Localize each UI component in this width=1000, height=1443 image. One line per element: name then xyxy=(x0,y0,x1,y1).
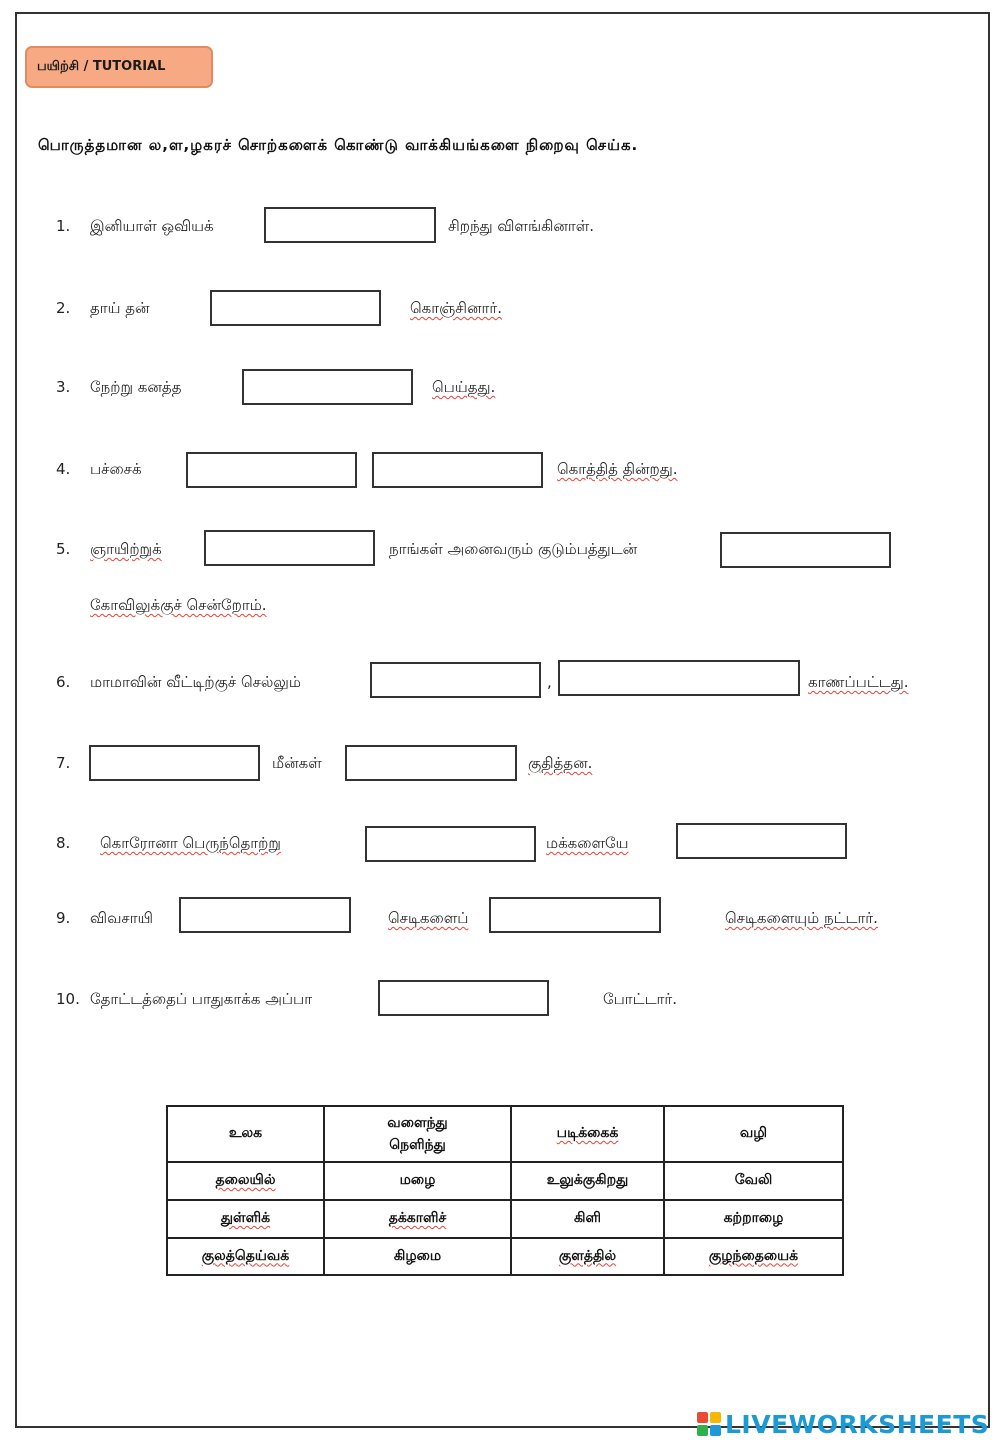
table-cell: குளத்தில் xyxy=(511,1238,664,1275)
table-row xyxy=(167,1200,843,1238)
logo-square xyxy=(697,1412,708,1423)
question-number: 6. xyxy=(56,673,71,691)
question-text: பச்சைக் xyxy=(90,460,142,478)
logo-square xyxy=(710,1412,721,1423)
instruction-text: பொருத்தமான ல,ள,ழகரச் சொற்களைக் கொண்டு வாக்கியங்களை நிறைவு செய்க. xyxy=(38,136,639,154)
question-number: 4. xyxy=(56,460,71,478)
table-cell: குலத்தெய்வக் xyxy=(167,1238,324,1275)
question-number: 8. xyxy=(56,834,71,852)
logo-square xyxy=(697,1425,708,1436)
word-bank-table xyxy=(166,1105,844,1276)
table-cell: உலுக்குகிறது xyxy=(511,1162,664,1200)
answer-box-5a[interactable] xyxy=(204,530,375,566)
question-text: கொரோனா பெருந்தொற்று xyxy=(100,834,281,852)
table-row xyxy=(167,1162,843,1200)
question-text: இனியாள் ஒவியக் xyxy=(90,217,214,235)
answer-box-4b[interactable] xyxy=(372,452,543,488)
tutorial-badge: பயிற்சி / TUTORIAL xyxy=(25,46,213,88)
logo-text: LIVEWORKSHEETS xyxy=(725,1409,990,1439)
answer-box-6a[interactable] xyxy=(370,662,541,698)
answer-box-8b[interactable] xyxy=(676,823,847,859)
table-cell: வளைந்து நெளிந்து xyxy=(324,1106,511,1162)
question-text: போட்டார். xyxy=(603,990,677,1008)
answer-box-6b[interactable] xyxy=(558,660,800,696)
question-number: 7. xyxy=(56,754,71,772)
table-cell: படிக்கைக் xyxy=(511,1106,664,1162)
question-text: மீன்கள் xyxy=(272,754,322,772)
logo-icon xyxy=(697,1412,721,1436)
table-row xyxy=(167,1106,843,1162)
table-cell: கிளி xyxy=(511,1200,664,1238)
table-cell: உலக xyxy=(167,1106,324,1162)
table-cell: குழந்தையைக் xyxy=(664,1238,843,1275)
question-text: நாங்கள் அனைவரும் குடும்பத்துடன் xyxy=(389,540,638,558)
answer-box-5b[interactable] xyxy=(720,532,891,568)
answer-box-2[interactable] xyxy=(210,290,381,326)
question-text: மக்களையே xyxy=(546,834,629,852)
table-cell: மழை xyxy=(324,1162,511,1200)
table-cell: கிழமை xyxy=(324,1238,511,1275)
question-number: 1. xyxy=(56,217,71,235)
question-text: விவசாயி xyxy=(90,909,153,927)
question-number: 5. xyxy=(56,540,71,558)
question-text: கோவிலுக்குச் சென்றோம். xyxy=(90,596,267,614)
answer-box-3[interactable] xyxy=(242,369,413,405)
question-text: குதித்தன. xyxy=(528,754,593,772)
question-text: தாய் தன் xyxy=(90,299,150,317)
table-cell: தலையில் xyxy=(167,1162,324,1200)
comma-separator: , xyxy=(547,673,552,691)
answer-box-9a[interactable] xyxy=(179,897,351,933)
question-number: 3. xyxy=(56,378,71,396)
answer-box-7b[interactable] xyxy=(345,745,517,781)
question-number: 2. xyxy=(56,299,71,317)
answer-box-10[interactable] xyxy=(378,980,549,1016)
table-cell: கற்றாழை xyxy=(664,1200,843,1238)
liveworksheets-logo xyxy=(697,1409,989,1439)
table-cell: தக்காளிச் xyxy=(324,1200,511,1238)
question-number: 10. xyxy=(56,990,80,1008)
question-number: 9. xyxy=(56,909,71,927)
answer-box-1[interactable] xyxy=(264,207,436,243)
question-text: கொத்தித் தின்றது. xyxy=(557,460,678,478)
logo-square xyxy=(710,1425,721,1436)
answer-box-4a[interactable] xyxy=(186,452,357,488)
table-cell: வழி xyxy=(664,1106,843,1162)
table-row xyxy=(167,1238,843,1275)
question-text: கொஞ்சினார். xyxy=(410,299,502,317)
question-text: செடிகளைப் xyxy=(388,909,469,927)
question-text: செடிகளையும் நட்டார். xyxy=(725,909,878,927)
answer-box-7a[interactable] xyxy=(89,745,260,781)
question-text: பெய்தது. xyxy=(432,378,496,396)
question-text: மாமாவின் வீட்டிற்குச் செல்லும் xyxy=(90,673,301,691)
question-text: ஞாயிற்றுக் xyxy=(90,540,162,558)
question-text: நேற்று கனத்த xyxy=(90,378,182,396)
question-text: தோட்டத்தைப் பாதுகாக்க அப்பா xyxy=(90,990,313,1008)
table-cell: வேலி xyxy=(664,1162,843,1200)
question-text: சிறந்து விளங்கினாள். xyxy=(448,217,595,235)
question-text: காணப்பட்டது. xyxy=(808,673,909,691)
table-cell: துள்ளிக் xyxy=(167,1200,324,1238)
answer-box-8a[interactable] xyxy=(365,826,536,862)
answer-box-9b[interactable] xyxy=(489,897,661,933)
